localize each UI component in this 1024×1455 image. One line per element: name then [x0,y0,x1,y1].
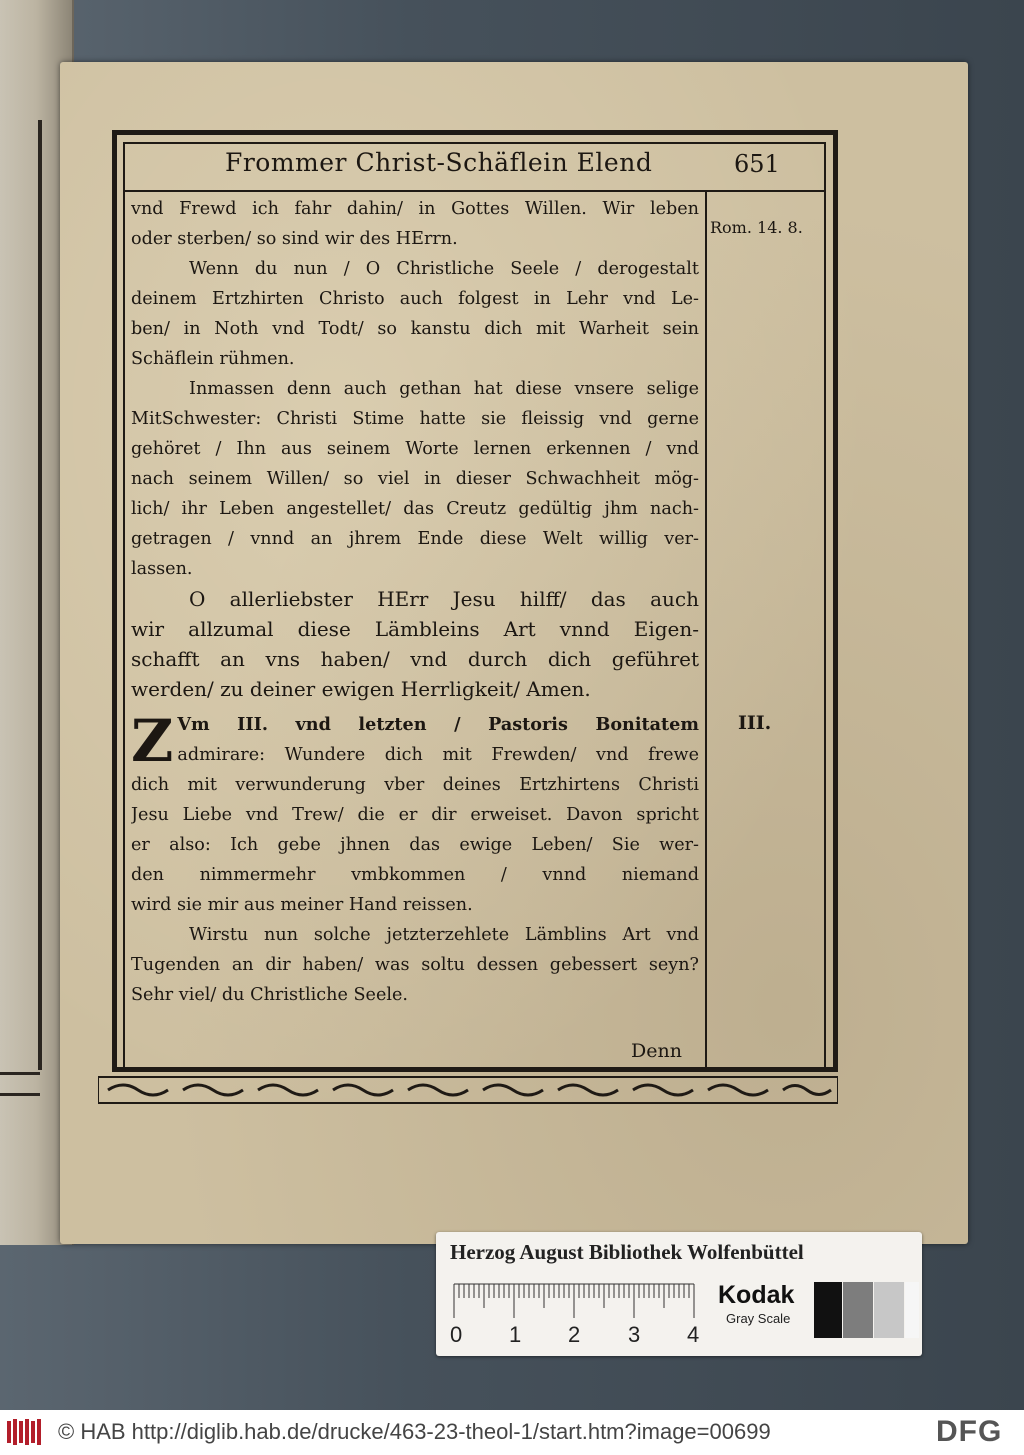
prayer-line: werden/ zu deiner ewigen Herrligkeit/ Amen. [131,677,591,701]
ruler-number: 4 [687,1322,700,1347]
running-head: Frommer Christ-Schäflein Elend [225,148,653,177]
gray-scale-label: Gray Scale [726,1311,791,1326]
text-line: er also: Ich gebe jhnen das ewige Leben/ Sie wer- [131,835,699,855]
text-line: nach seinem Willen/ so viel in dieser Schwachheit mög- [131,469,699,489]
text-line: Tugenden an dir haben/ was soltu dessen gebessert seyn? [131,955,699,975]
previous-page-ornament [0,1072,40,1096]
section-three [131,707,699,920]
decorative-border-ornament [98,1075,838,1105]
text-line: Sehr viel/ du Christliche Seele. [131,985,408,1005]
ruler-number: 3 [628,1322,641,1347]
body-text [131,194,699,1010]
footer-citation-link[interactable]: © HAB http://diglib.hab.de/drucke/463-23-theol-1/start.htm?image=00699 [58,1419,771,1444]
ruler-number: 2 [568,1322,581,1347]
text-line: dich mit verwunderung vber deines Ertzhirtens Christi [131,775,699,795]
gray-swatch-black [814,1282,842,1338]
header-rule [125,190,824,192]
text-line: oder sterben/ so sind wir des HErrn. [131,229,458,249]
library-name: Herzog August Bibliothek Wolfenbüttel [450,1240,804,1264]
text-line: lassen. [131,559,193,579]
text-line: gehöret / Ihn aus seinem Worte lernen erkennen / vnd [131,439,699,459]
ruler-number: 1 [509,1322,522,1347]
text-line: deinem Ertzhirten Christo auch folgest in Lehr vnd Le- [131,289,699,309]
text-line: lich/ ihr Leben angestellet/ das Creutz gedültig jhm nach- [131,499,699,519]
prayer-line: O allerliebster HErr Jesu hilff/ das auch [189,587,699,611]
margin-column-rule [705,192,707,1070]
gray-swatch-mid [843,1282,873,1338]
text-line: ben/ in Noth vnd Todt/ so kanstu dich mit Warheit sein [131,319,699,339]
ruler-number: 0 [450,1322,463,1347]
prayer-line: schafft an vns haben/ vnd durch dich geführet [131,647,699,671]
text-line: Jesu Liebe vnd Trew/ die er dir erweiset. Davon spricht [131,805,699,825]
gray-swatch-light [874,1282,904,1338]
margin-note-section-numeral: III. [738,712,772,734]
catchword: Denn [631,1040,682,1062]
hab-logo-icon [6,1417,46,1447]
text-line: getragen / vnnd an jhrem Ende diese Welt willig ver- [131,529,699,549]
text-line: vnd Frewd ich fahr dahin/ in Gottes Willen. Wir leben [131,199,699,219]
text-line: Wirstu nun solche jetzterzehlete Lämblins Art vnd [189,925,699,945]
page-number: 651 [734,150,780,178]
text-line: Schäflein rühmen. [131,349,295,369]
text-line: den nimmermehr vmbkommen / vnnd niemand [131,865,699,885]
margin-note-reference: Rom. 14. 8. [710,218,803,237]
text-line: wird sie mir aus meiner Hand reissen. [131,895,473,915]
prayer-line: wir allzumal diese Lämbleins Art vnnd Eigen- [131,617,699,641]
text-line: MitSchwester: Christi Stime hatte sie fleissig vnd gerne [131,409,699,429]
dfg-logo: DFG [936,1415,1003,1448]
text-line: Inmassen denn auch gethan hat diese vnsere selige [189,379,699,399]
section-heading-line: Vm III. vnd letzten / Pastoris Bonitatem [177,714,699,735]
kodak-logo: Kodak [718,1281,795,1309]
drop-cap: Z [131,707,174,775]
text-line: Wenn du nun / O Christliche Seele / derogestalt [189,259,699,279]
text-line: admirare: Wundere dich mit Frewden/ vnd frewe [177,745,699,765]
previous-page-frame [0,120,42,1070]
gray-swatch-white [905,1282,919,1338]
